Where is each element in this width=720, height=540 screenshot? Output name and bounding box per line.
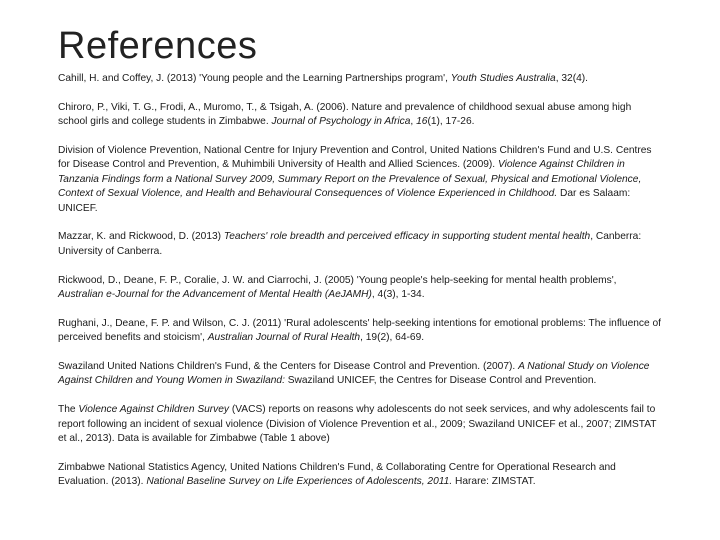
reference-list bbox=[58, 72, 662, 504]
reference-entry bbox=[58, 101, 662, 130]
reference-italic-text: National Baseline Survey on Life Experiences of Adolescents, 2011. bbox=[146, 476, 453, 488]
reference-text: Division of Violence Prevention, National Centre for Injury Prevention and Control, United Nations Children's Fund and U.S. Centres for Disease Control and Prevention, & Muhimbili University of Health and Allied Sciences. (2009). bbox=[58, 145, 652, 171]
reference-entry bbox=[58, 317, 662, 346]
reference-entry bbox=[58, 72, 662, 86]
reference-text: , Canberra: University of Canberra. bbox=[58, 231, 642, 257]
reference-entry bbox=[58, 230, 662, 259]
reference-text: Rickwood, D., Deane, F. P., Coralie, J. W. and Ciarrochi, J. (2005) 'Young people's help-seeking for mental health problems', bbox=[58, 274, 617, 286]
reference-text: Mazzar, K. and Rickwood, D. (2013) bbox=[58, 231, 224, 243]
reference-italic-text: Youth Studies Australia bbox=[450, 73, 556, 84]
page-title: References bbox=[58, 25, 258, 67]
reference-italic-text: Journal of Psychology in Africa bbox=[271, 116, 411, 128]
reference-text: (VACS) reports on reasons why adolescents do not seek services, and why adolescents fail to report following an incident of sexual violence (Division of Violence Prevention et al., 2009; Swaziland UNICEF et al., 2007; ZIMSTAT et al., 2013). Data is available for Zimbabwe (Table 1 above) bbox=[58, 404, 657, 445]
reference-text: Dar es Salaam: UNICEF. bbox=[58, 188, 631, 214]
reference-text: Harare: ZIMSTAT. bbox=[452, 476, 536, 488]
reference-text: , 4(3), 1-34. bbox=[371, 289, 425, 301]
reference-text: Chiroro, P., Viki, T. G., Frodi, A., Muromo, T., & Tsigah, A. (2006). Nature and prevalence of childhood sexual abuse among high school girls and college students in Zimbabwe. bbox=[58, 101, 632, 128]
reference-entry bbox=[58, 360, 662, 389]
reference-text: Swaziland UNICEF, the Centres for Disease Control and Prevention. bbox=[284, 375, 597, 387]
reference-entry bbox=[58, 144, 662, 216]
reference-text: (1), 17-26. bbox=[427, 116, 475, 128]
reference-italic-text: A National Study on Violence Against Children and Young Women in Swaziland: bbox=[58, 361, 650, 387]
reference-text: Cahill, H. and Coffey, J. (2013) 'Young people and the Learning Partnerships program', bbox=[58, 73, 451, 84]
reference-text: The bbox=[58, 404, 79, 416]
reference-text: Zimbabwe National Statistics Agency, United Nations Children's Fund, & Collaborating Centre for Operational Research and Evaluation. (2013). bbox=[58, 461, 616, 488]
reference-text: , 32(4). bbox=[555, 73, 589, 84]
reference-text: Swaziland United Nations Children's Fund, & the Centers for Disease Control and Prevention. (2007). bbox=[58, 361, 519, 373]
reference-entry bbox=[58, 274, 662, 303]
reference-italic-text: Violence Against Children Survey bbox=[78, 404, 230, 416]
reference-entry bbox=[58, 461, 662, 490]
reference-italic-text: Violence Against Children in Tanzania Findings form a National Survey 2009, Summary Report on the Prevalence of Sexual, Physical and Emotional Violence, Context of Sexual Violence, and Health and Behavioural Consequences of Violence Experienced in Childhood. bbox=[58, 159, 642, 200]
reference-italic-text: Australian e-Journal for the Advancement of Mental Health (AeJAMH) bbox=[58, 289, 372, 301]
reference-text: , bbox=[410, 116, 417, 128]
reference-italic-text: Australian Journal of Rural Health bbox=[207, 332, 361, 344]
reference-text: Rughani, J., Deane, F. P. and Wilson, C. J. (2011) 'Rural adolescents' help-seeking intentions for emotional problems: The influence of perceived benefits and stoicism', bbox=[58, 317, 662, 344]
reference-text: , 19(2), 64-69. bbox=[360, 332, 425, 344]
reference-italic-text: Teachers' role breadth and perceived efficacy in supporting student mental health bbox=[223, 231, 591, 243]
reference-entry bbox=[58, 403, 662, 446]
reference-italic-text: 16 bbox=[416, 116, 428, 128]
